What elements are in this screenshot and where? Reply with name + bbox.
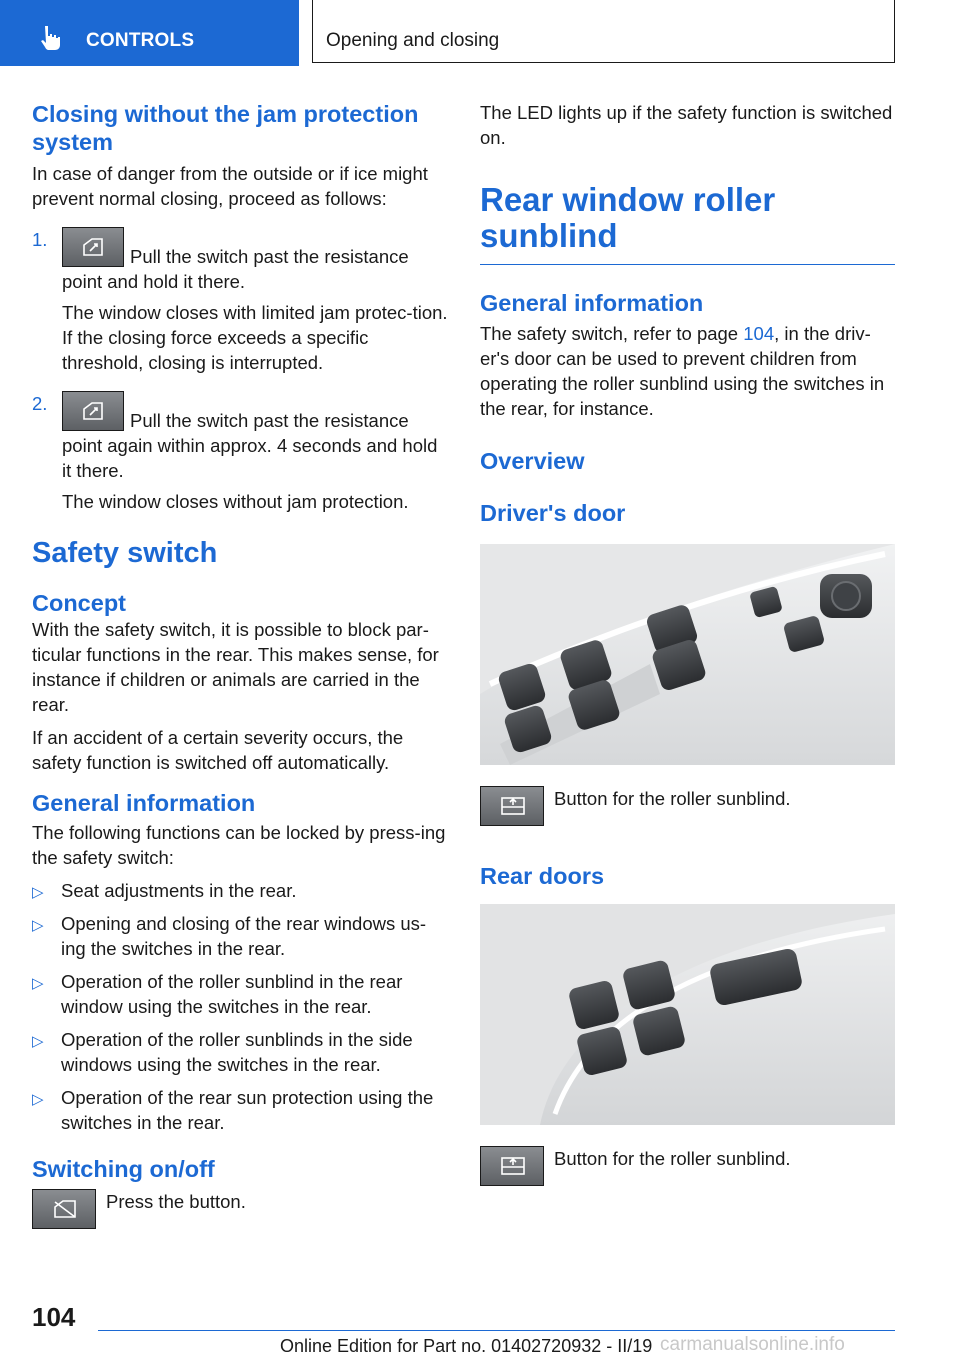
page-number: 104 xyxy=(32,1302,76,1332)
list-item: ▷ Operation of the rear sun protection using the switches in the rear. xyxy=(32,1087,434,1133)
heading-general-information: General information xyxy=(32,790,256,816)
hand-pointer-icon xyxy=(38,24,64,50)
roller-sunblind-button-icon xyxy=(480,786,544,826)
heading-switching: Switching on/off xyxy=(32,1156,215,1182)
safety-button-row xyxy=(32,1189,448,1253)
page-link[interactable]: 104 xyxy=(743,323,775,344)
driver-caption: Button for the roller sunblind. xyxy=(554,788,791,809)
step-1-note: The window closes with limited jam protec-tion. If the closing force exceeds a specific threshold, closing is interrupted. xyxy=(62,302,448,373)
left-column xyxy=(32,100,448,1253)
rear-caption: Button for the roller sunblind. xyxy=(554,1148,791,1169)
paragraph-closing: In case of danger from the outside or if ice might prevent normal closing, proceed as follows: xyxy=(32,163,428,209)
safety-switch-icon xyxy=(32,1189,96,1229)
step-2 xyxy=(32,391,448,514)
paragraph-concept-1: With the safety switch, it is possible to block par-ticular functions in the rear. This makes sense, for instance if children or animals are carried in the rear. xyxy=(32,619,439,715)
window-switch-icon xyxy=(62,227,124,267)
watermark: carmanualsonline.info xyxy=(660,1334,845,1355)
drivers-door-photo xyxy=(480,544,895,765)
driver-caption-row xyxy=(480,786,895,850)
section-tab xyxy=(0,0,299,66)
paragraph-general: The following functions can be locked by press-ing the safety switch: xyxy=(32,822,446,868)
footer-divider xyxy=(98,1330,895,1331)
list-item: ▷ Operation of the roller sunblind in the rear window using the switches in the rear. xyxy=(32,971,403,1017)
step-2-text: Pull the switch past the resistance point again within approx. 4 seconds and hold it there. xyxy=(62,410,438,481)
heading-closing-without-jam: Closing without the jam protection system xyxy=(32,101,419,155)
list-item: ▷ Seat adjustments in the rear. xyxy=(32,880,297,901)
step-1-number: 1. xyxy=(32,229,48,250)
paragraph-led: The LED lights up if the safety function is switched on. xyxy=(480,102,893,148)
roller-sunblind-button-icon xyxy=(480,1146,544,1186)
press-button-text: Press the button. xyxy=(106,1191,246,1212)
chapter-title: Opening and closing xyxy=(326,30,500,51)
heading-rear-window-sunblind: Rear window roller sunblind xyxy=(480,181,776,254)
heading-general-information-right: General information xyxy=(480,290,704,316)
rear-caption-row xyxy=(480,1146,895,1210)
heading-overview: Overview xyxy=(480,448,585,474)
heading-concept: Concept xyxy=(32,590,126,616)
window-switch-icon xyxy=(62,391,124,431)
heading-rear-doors: Rear doors xyxy=(480,863,605,889)
locked-functions-list xyxy=(32,878,448,1135)
step-2-note: The window closes without jam protection. xyxy=(62,491,409,512)
right-column xyxy=(480,100,895,1210)
footer-edition: Online Edition for Part no. 01402720932 - II/19 xyxy=(280,1336,653,1356)
paragraph-general-right: The safety switch, refer to page 104, in the driv-er's door can be used to prevent children from operating the roller sunblind using the switches in the rear, for instance. xyxy=(480,323,885,419)
step-2-number: 2. xyxy=(32,393,48,414)
step-1 xyxy=(32,227,448,375)
paragraph-concept-2: If an accident of a certain severity occurs, the safety function is switched off automatically. xyxy=(32,727,404,773)
chapter-box xyxy=(312,0,895,63)
rear-doors-photo xyxy=(480,904,895,1125)
heading-drivers-door: Driver's door xyxy=(480,500,626,526)
list-item: ▷ Operation of the roller sunblinds in the side windows using the switches in the rear. xyxy=(32,1029,413,1075)
heading-safety-switch: Safety switch xyxy=(32,537,218,569)
section-title: CONTROLS xyxy=(86,30,195,51)
list-item: ▷ Opening and closing of the rear windows us-ing the switches in the rear. xyxy=(32,913,427,959)
step-1-text: Pull the switch past the resistance point and hold it there. xyxy=(62,246,409,292)
